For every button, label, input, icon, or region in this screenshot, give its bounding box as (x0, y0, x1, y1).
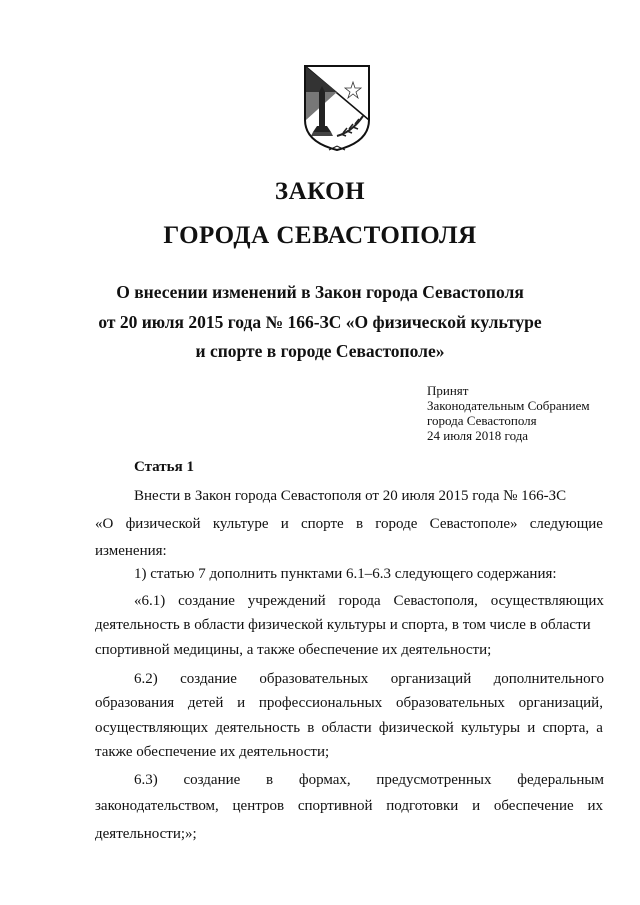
text-line: деятельность в области физической культуры и спорта, в том числе в области (95, 617, 591, 633)
word: «6.1) (134, 593, 166, 609)
word: и (472, 798, 481, 814)
word: и (280, 516, 289, 532)
word: 6.2) (134, 671, 158, 687)
document-subtitle-line1: О внесении изменений в Закон города Севастополя (116, 282, 524, 302)
text-line: изменения: (95, 543, 167, 559)
document-subtitle-line2: от 20 июля 2015 года № 166-ЗС «О физической культуре (98, 312, 542, 332)
word: в (266, 772, 274, 788)
word: и (527, 720, 536, 736)
word: Севастополя, (393, 593, 478, 609)
word: образовательных (259, 671, 369, 687)
word: организаций, (518, 695, 603, 711)
word: города (338, 593, 381, 609)
text-line: Внести в Закон города Севастополя от 20 июля 2015 года № 166-ЗС (134, 488, 567, 504)
word: спортивной (297, 798, 373, 814)
word: создание (183, 772, 241, 788)
word: физической (125, 516, 201, 532)
word: спорта, (542, 720, 590, 736)
text-line-justified (95, 695, 603, 712)
adoption-note (427, 383, 590, 443)
word: следующие (529, 516, 603, 532)
word: подготовки (386, 798, 459, 814)
word: культуры (460, 720, 521, 736)
adoption-line: Законодательным Собранием (427, 398, 590, 413)
word: учреждений (247, 593, 326, 609)
word: а (596, 720, 603, 736)
word: и (237, 695, 246, 711)
word: создание (180, 671, 237, 687)
word: предусмотренных (376, 772, 492, 788)
word: городе (375, 516, 418, 532)
adoption-line: Принят (427, 383, 469, 398)
document-subtitle-line3: и спорте в городе Севастополе» (195, 341, 445, 361)
word: в (355, 516, 364, 532)
word: в (307, 720, 315, 736)
text-line: также обеспечение их деятельности; (95, 744, 330, 760)
document-title-city: ГОРОДА СЕВАСТОПОЛЯ (163, 222, 477, 249)
word: центров (232, 798, 285, 814)
adoption-date: 24 июля 2018 года (427, 428, 529, 443)
word: осуществляющих (95, 720, 209, 736)
word: детей (187, 695, 224, 711)
word: деятельность (215, 720, 301, 736)
word: образовательных (396, 695, 505, 711)
text-line-justified (95, 798, 603, 815)
word: культуре (212, 516, 269, 532)
word: образования (95, 695, 175, 711)
word: обеспечение (493, 798, 574, 814)
text-line-justified (95, 720, 603, 737)
word: федеральным (517, 772, 604, 788)
word: создание (178, 593, 235, 609)
text-line: 1) статью 7 дополнить пунктами 6.1–6.3 следующего содержания: (134, 566, 557, 582)
word: физической (378, 720, 454, 736)
article-heading: Статья 1 (134, 459, 194, 475)
word: осуществляющих (490, 593, 604, 609)
word: области (321, 720, 372, 736)
word: профессиональных (258, 695, 383, 711)
text-line: деятельности;»; (95, 826, 197, 842)
text-line-justified (134, 671, 604, 688)
word: законодательством, (95, 798, 219, 814)
text-line-justified (95, 516, 603, 533)
word: дополнительного (493, 671, 604, 687)
word: спорте (301, 516, 344, 532)
text-line-justified (134, 772, 604, 789)
word: организаций (390, 671, 472, 687)
sevastopol-coat-of-arms-icon (297, 62, 377, 152)
text-line-justified (134, 593, 604, 610)
word: 6.3) (134, 772, 158, 788)
text-line: спортивной медицины, а также обеспечение их деятельности; (95, 642, 492, 658)
word: формах, (298, 772, 351, 788)
adoption-line: города Севастополя (427, 413, 537, 428)
document-title: ЗАКОН (274, 178, 366, 205)
word: Севастополе» (429, 516, 518, 532)
word: их (587, 798, 603, 814)
word: «О (95, 516, 114, 532)
